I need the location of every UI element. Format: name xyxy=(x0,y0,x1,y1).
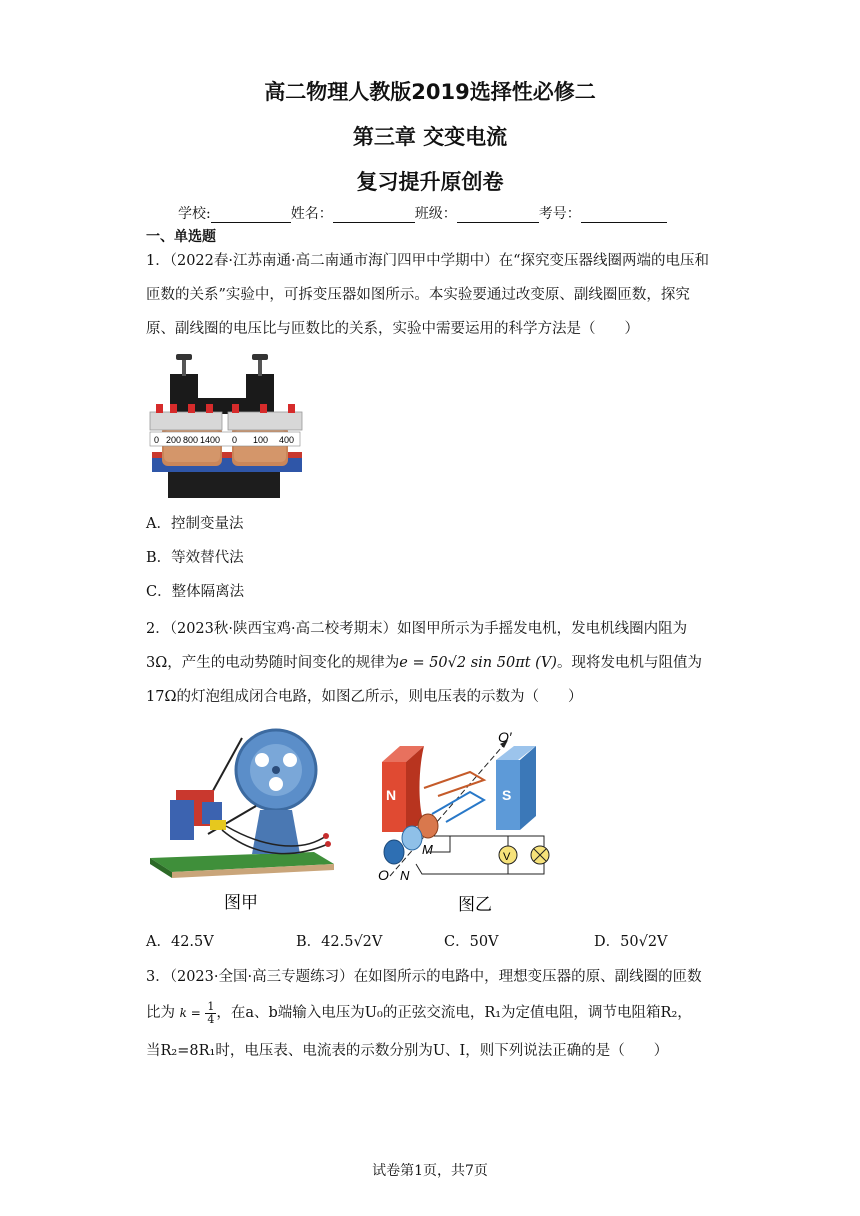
tap-label-0a: 0 xyxy=(154,435,160,445)
q2-text-after: 。现将发电机与阻值为17Ω的灯泡组成闭合电路，如图乙所示，则电压表的示数为（ ） xyxy=(146,655,702,705)
tap-label-100: 100 xyxy=(253,435,269,445)
exam-no-label: 考号： xyxy=(538,206,581,222)
q2-option-d: D．50√2V xyxy=(594,934,668,950)
k-symbol: k = xyxy=(179,1006,201,1020)
class-blank xyxy=(457,208,539,223)
axis-o-label: O xyxy=(378,867,389,883)
voltmeter-label: V xyxy=(503,851,511,863)
chapter-title: 第三章 交变电流 xyxy=(352,125,508,149)
name-blank xyxy=(333,208,415,223)
question-3-line-3: 当R₂=8R₁时，电压表、电流表的示数分别为U、I，则下列说法正确的是（ ） xyxy=(146,1043,669,1059)
axis-o-prime-label: O′ xyxy=(498,730,512,745)
question-1-text: 1．（2022春·江苏南通·高二南通市海门四甲中学期中）在“探究变压器线圈两端的电压和匝数的关系”实验中，可拆变压器如图所示。本实验要通过改变原、副线圈匝数，探究原、副线圈的电压比与匝数比的关系，实验中需要运用的科学方法是（ ） xyxy=(146,253,710,337)
k-numerator: 1 xyxy=(207,999,215,1013)
q1-option-a: A．控制变量法 xyxy=(146,516,244,532)
page-footer: 试卷第1页，共7页 xyxy=(372,1163,488,1179)
q2-option-b: B．42.5√2V xyxy=(296,934,383,950)
emf-formula: e = 50√2 sin 50πt (V) xyxy=(399,655,557,671)
brush-m-label: M xyxy=(422,842,433,857)
section-heading: 一、单选题 xyxy=(146,229,216,245)
q3-line-2-rest: ，在a、b端输入电压为U₀的正弦交流电，R₁为定值电阻，调节电阻箱R₂， xyxy=(216,1005,692,1021)
figure-b-caption: 图乙 xyxy=(458,895,492,914)
magnet-n-label: N xyxy=(386,787,397,803)
question-3-line-1: 3．（2023·全国·高三专题练习）在如图所示的电路中，理想变压器的原、副线圈的匝数 xyxy=(146,969,702,985)
name-label: 姓名： xyxy=(290,206,333,222)
transformer-figure xyxy=(148,352,310,500)
q1-option-b: B．等效替代法 xyxy=(146,550,244,566)
question-3-line-2 xyxy=(146,996,716,1030)
k-fraction xyxy=(205,1001,216,1026)
tap-label-1400: 1400 xyxy=(200,435,221,445)
class-label: 班级： xyxy=(414,206,457,222)
page-title: 高二物理人教版2019选择性必修二 xyxy=(264,80,596,104)
q2-option-c: C．50V xyxy=(444,934,499,950)
magnet-s-label: S xyxy=(502,787,512,803)
paper-subtitle: 复习提升原创卷 xyxy=(356,170,504,194)
tap-label-200: 200 xyxy=(166,435,182,445)
q1-option-c: C．整体隔离法 xyxy=(146,584,245,600)
tap-label-0b: 0 xyxy=(232,435,238,445)
q2-option-a: A．42.5V xyxy=(146,934,214,950)
school-label: 学校: xyxy=(178,206,211,222)
student-info-line xyxy=(178,203,667,223)
q2-text-before: 2．（2023秋·陕西宝鸡·高二校考期末）如图甲所示为手摇发电机，发电机线圈内阻为3Ω，产生的电动势随时间变化的规律为 xyxy=(146,621,688,671)
school-blank xyxy=(211,208,291,223)
generator-circuit-figure xyxy=(374,730,560,914)
figure-a-caption: 图甲 xyxy=(224,893,258,912)
k-denominator: 4 xyxy=(207,1012,215,1026)
q3-ratio-prefix: 比为 xyxy=(146,1005,175,1021)
exam-no-blank xyxy=(581,208,667,223)
brush-n-label: N xyxy=(400,868,410,883)
question-2-text xyxy=(146,612,716,714)
tap-label-800: 800 xyxy=(183,435,199,445)
tap-label-400: 400 xyxy=(279,435,295,445)
hand-generator-figure xyxy=(150,726,336,912)
